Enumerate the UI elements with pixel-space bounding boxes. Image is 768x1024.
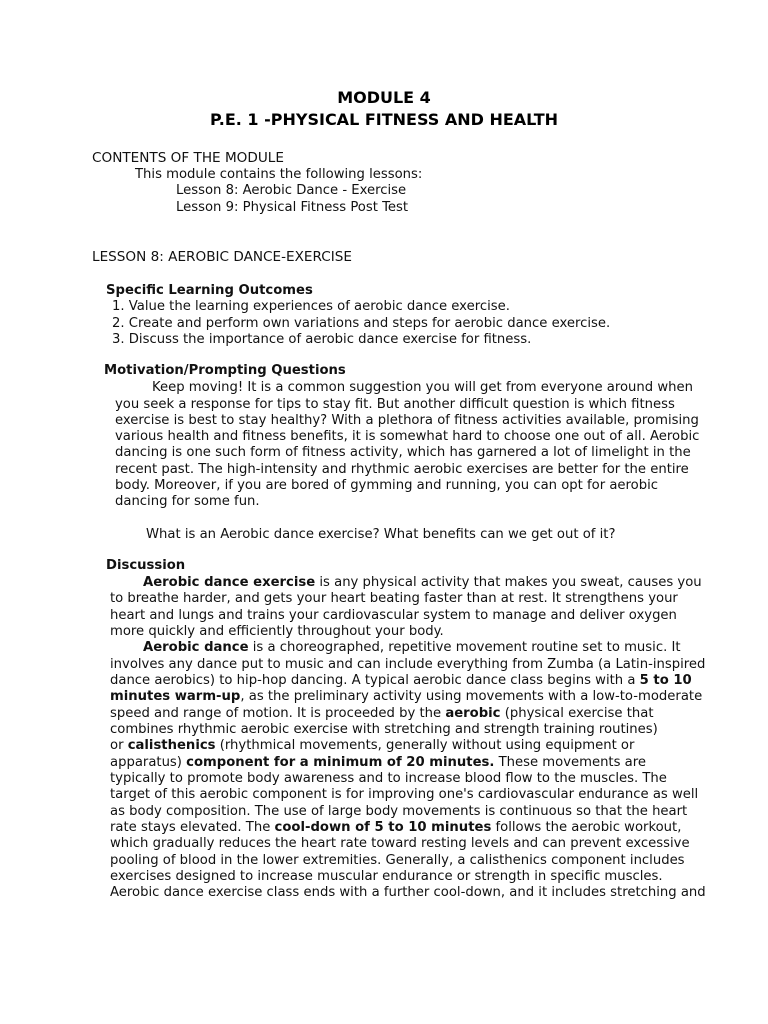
motivation-line: you seek a response for tips to stay fit. But another difficult question is which fitness bbox=[115, 397, 675, 412]
discussion-heading: Discussion bbox=[106, 558, 186, 573]
motivation-line: Keep moving! It is a common suggestion you will get from everyone around when bbox=[152, 380, 693, 395]
discussion-line: Aerobic dance exercise is any physical activity that makes you sweat, causes you bbox=[143, 575, 702, 590]
lesson-list-item: Lesson 8: Aerobic Dance - Exercise bbox=[176, 183, 407, 198]
outcome-item: 3. Discuss the importance of aerobic dance exercise for fitness. bbox=[112, 332, 532, 347]
lesson-list-item: Lesson 9: Physical Fitness Post Test bbox=[176, 200, 409, 215]
module-subtitle: P.E. 1 -PHYSICAL FITNESS AND HEALTH bbox=[209, 110, 559, 129]
discussion-line: involves any dance put to music and can include everything from Zumba (a Latin-inspired bbox=[110, 657, 706, 672]
discussion-line: dance aerobics) to hip-hop dancing. A typical aerobic dance class begins with a 5 to 10 bbox=[110, 673, 692, 688]
motivation-line: recent past. The high-intensity and rhythmic aerobic exercises are better for the entire bbox=[115, 462, 689, 477]
discussion-line: apparatus) component for a minimum of 20 minutes. These movements are bbox=[110, 755, 646, 770]
outcome-item: 2. Create and perform own variations and steps for aerobic dance exercise. bbox=[112, 316, 611, 331]
motivation-line: various health and fitness benefits, it is somewhat hard to choose one out of all. Aerobic bbox=[115, 429, 700, 444]
module-title: MODULE 4 bbox=[337, 88, 431, 107]
discussion-line: more quickly and efficiently throughout your body. bbox=[110, 624, 444, 639]
discussion-line: minutes warm-up, as the preliminary activity using movements with a low-to-moderate bbox=[110, 689, 703, 704]
outcomes-heading: Specific Learning Outcomes bbox=[106, 283, 313, 298]
discussion-line: exercises designed to increase muscular endurance or strength in specific muscles. bbox=[110, 869, 663, 884]
motivation-line: dancing for some fun. bbox=[115, 494, 260, 509]
outcome-item: 1. Value the learning experiences of aerobic dance exercise. bbox=[112, 299, 510, 314]
discussion-line: which gradually reduces the heart rate toward resting levels and can prevent excessive bbox=[110, 836, 690, 851]
discussion-line: typically to promote body awareness and to increase blood flow to the muscles. The bbox=[110, 771, 667, 786]
motivation-line: dancing is one such form of fitness activity, which has garnered a lot of limelight in the bbox=[115, 445, 691, 460]
motivation-heading: Motivation/Prompting Questions bbox=[104, 363, 346, 378]
discussion-line: speed and range of motion. It is proceeded by the aerobic (physical exercise that bbox=[110, 706, 654, 721]
discussion-line: or calisthenics (rhythmical movements, generally without using equipment or bbox=[110, 738, 635, 753]
discussion-line: heart and lungs and trains your cardiovascular system to manage and deliver oxygen bbox=[110, 608, 677, 623]
discussion-line: pooling of blood in the lower extremities. Generally, a calisthenics component includes bbox=[110, 853, 685, 868]
discussion-line: Aerobic dance exercise class ends with a further cool-down, and it includes stretching and bbox=[110, 885, 706, 900]
discussion-line: rate stays elevated. The cool-down of 5 to 10 minutes follows the aerobic workout, bbox=[110, 820, 682, 835]
motivation-line: exercise is best to stay healthy? With a plethora of fitness activities available, promising bbox=[115, 413, 699, 428]
motivation-line: body. Moreover, if you are bored of gymming and running, you can opt for aerobic bbox=[115, 478, 659, 493]
motivation-question: What is an Aerobic dance exercise? What benefits can we get out of it? bbox=[146, 527, 616, 542]
term-aerobic-dance: Aerobic dance bbox=[143, 640, 249, 655]
contents-intro: This module contains the following lessons: bbox=[135, 167, 423, 182]
contents-heading: CONTENTS OF THE MODULE bbox=[92, 150, 284, 166]
discussion-line: combines rhythmic aerobic exercise with stretching and strength training routines) bbox=[110, 722, 658, 737]
term-aerobic-dance-exercise: Aerobic dance exercise bbox=[143, 575, 316, 590]
lesson-heading: LESSON 8: AEROBIC DANCE-EXERCISE bbox=[92, 249, 352, 265]
discussion-line: to breathe harder, and gets your heart beating faster than at rest. It strengthens your bbox=[110, 591, 678, 606]
discussion-line: as body composition. The use of large body movements is continuous so that the heart bbox=[110, 804, 688, 819]
discussion-line: Aerobic dance is a choreographed, repetitive movement routine set to music. It bbox=[143, 640, 681, 655]
discussion-line: target of this aerobic component is for improving one's cardiovascular endurance as well bbox=[110, 787, 699, 802]
